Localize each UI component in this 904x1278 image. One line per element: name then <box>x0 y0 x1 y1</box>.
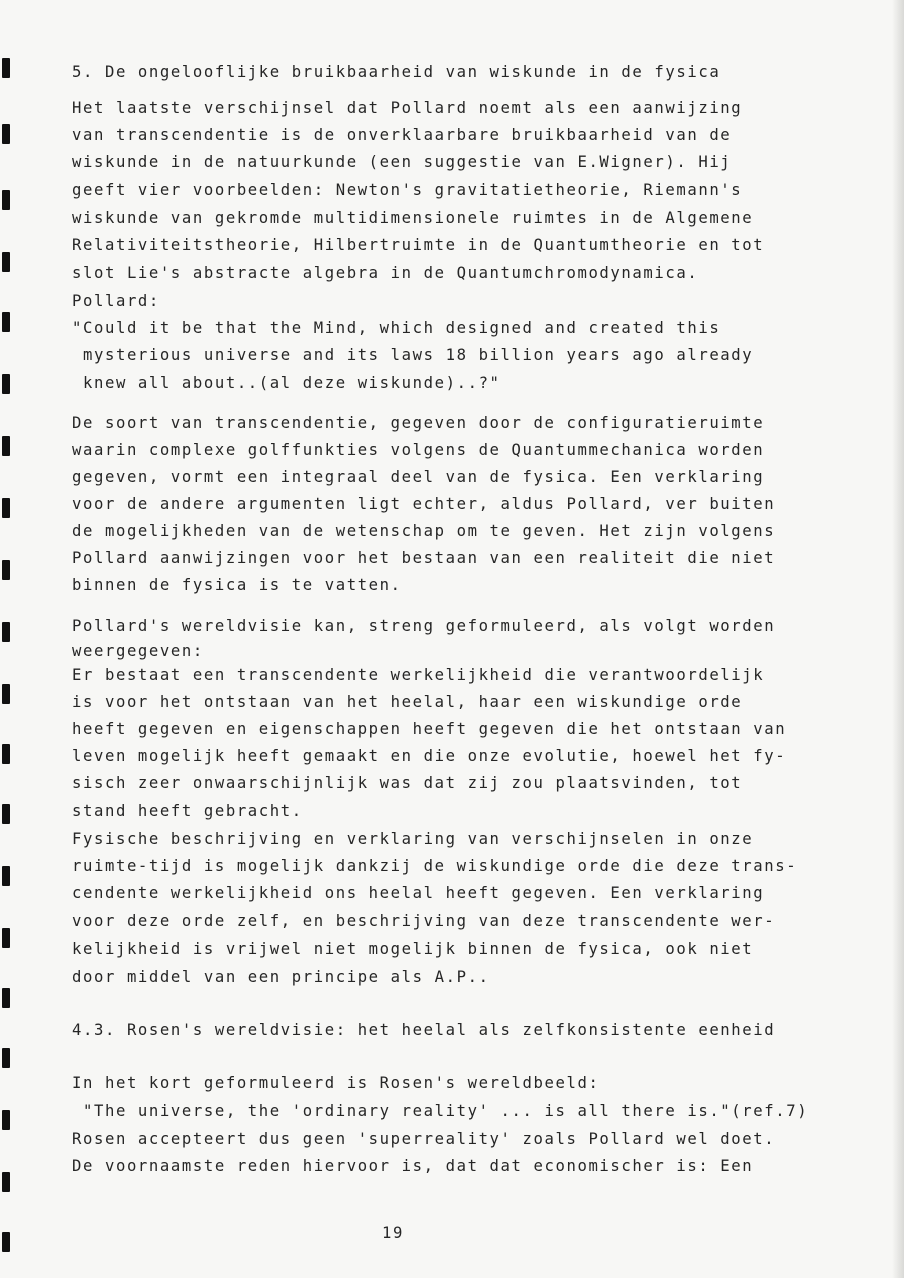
binding-hole <box>2 744 10 764</box>
text-line: weergegeven: <box>72 642 204 660</box>
binding-hole <box>2 252 10 272</box>
text-line: In het kort geformuleerd is Rosen's wereldbeeld: <box>72 1074 600 1092</box>
quote-line: knew all about..(al deze wiskunde)..?" <box>72 374 501 392</box>
text-line: door middel van een principe als A.P.. <box>72 968 490 986</box>
binding-hole <box>2 1172 10 1192</box>
binding-hole <box>2 1110 10 1130</box>
section-heading: 5. De ongelooflijke bruikbaarheid van wiskunde in de fysica <box>72 63 721 81</box>
binding-holes <box>0 0 14 1278</box>
text-line: wiskunde in de natuurkunde (een suggestie van E.Wigner). Hij <box>72 153 732 171</box>
binding-hole <box>2 804 10 824</box>
text-line: wiskunde van gekromde multidimensionele ruimtes in de Algemene <box>72 209 754 227</box>
text-line: Pollard: <box>72 292 160 310</box>
text-line: ruimte-tijd is mogelijk dankzij de wiskundige orde die deze trans- <box>72 857 798 875</box>
text-line: heeft gegeven en eigenschappen heeft gegeven die het ontstaan van <box>72 720 787 738</box>
text-line: de mogelijkheden van de wetenschap om te geven. Het zijn volgens <box>72 522 776 540</box>
text-line: De voornaamste reden hiervoor is, dat dat economischer is: Een <box>72 1157 754 1175</box>
binding-hole <box>2 988 10 1008</box>
binding-hole <box>2 1232 10 1252</box>
text-line: is voor het ontstaan van het heelal, haar een wiskundige orde <box>72 693 743 711</box>
text-line: slot Lie's abstracte algebra in de Quantumchromodynamica. <box>72 264 699 282</box>
text-line: Relativiteitstheorie, Hilbertruimte in de Quantumtheorie en tot <box>72 236 765 254</box>
quote-line: "The universe, the 'ordinary reality' ... is all there is."(ref.7) <box>72 1102 809 1120</box>
text-line: Pollard aanwijzingen voor het bestaan van een realiteit die niet <box>72 549 776 567</box>
text-line: gegeven, vormt een integraal deel van de fysica. Een verklaring <box>72 468 765 486</box>
binding-hole <box>2 58 10 78</box>
text-line: voor deze orde zelf, en beschrijving van deze transcendente wer- <box>72 912 776 930</box>
binding-hole <box>2 498 10 518</box>
text-line: kelijkheid is vrijwel niet mogelijk binnen de fysica, ook niet <box>72 940 754 958</box>
quote-line: mysterious universe and its laws 18 billion years ago already <box>72 346 754 364</box>
text-line: waarin complexe golffunkties volgens de Quantummechanica worden <box>72 441 765 459</box>
text-line: Fysische beschrijving en verklaring van verschijnselen in onze <box>72 830 754 848</box>
text-line: cendente werkelijkheid ons heelal heeft gegeven. Een verklaring <box>72 884 765 902</box>
text-line: Rosen accepteert dus geen 'superreality' zoals Pollard wel doet. <box>72 1130 776 1148</box>
text-line: Er bestaat een transcendente werkelijkheid die verantwoordelijk <box>72 666 765 684</box>
binding-hole <box>2 190 10 210</box>
binding-hole <box>2 928 10 948</box>
binding-hole <box>2 560 10 580</box>
text-line: sisch zeer onwaarschijnlijk was dat zij zou plaatsvinden, tot <box>72 774 743 792</box>
text-line: voor de andere argumenten ligt echter, aldus Pollard, ver buiten <box>72 495 776 513</box>
page-number: 19 <box>382 1224 404 1242</box>
text-line: Pollard's wereldvisie kan, streng geformuleerd, als volgt worden <box>72 617 776 635</box>
page-edge-shadow <box>892 0 904 1278</box>
text-line: leven mogelijk heeft gemaakt en die onze evolutie, hoewel het fy- <box>72 747 787 765</box>
binding-hole <box>2 622 10 642</box>
text-line: stand heeft gebracht. <box>72 802 303 820</box>
text-line: De soort van transcendentie, gegeven door de configuratieruimte <box>72 414 765 432</box>
binding-hole <box>2 436 10 456</box>
text-line: Het laatste verschijnsel dat Pollard noemt als een aanwijzing <box>72 99 743 117</box>
text-line: geeft vier voorbeelden: Newton's gravitatietheorie, Riemann's <box>72 181 743 199</box>
binding-hole <box>2 1048 10 1068</box>
binding-hole <box>2 124 10 144</box>
text-line: van transcendentie is de onverklaarbare bruikbaarheid van de <box>72 126 732 144</box>
binding-hole <box>2 684 10 704</box>
text-line: binnen de fysica is te vatten. <box>72 576 402 594</box>
binding-hole <box>2 312 10 332</box>
section-heading: 4.3. Rosen's wereldvisie: het heelal als zelfkonsistente eenheid <box>72 1021 776 1039</box>
binding-hole <box>2 374 10 394</box>
quote-line: "Could it be that the Mind, which designed and created this <box>72 319 721 337</box>
binding-hole <box>2 866 10 886</box>
